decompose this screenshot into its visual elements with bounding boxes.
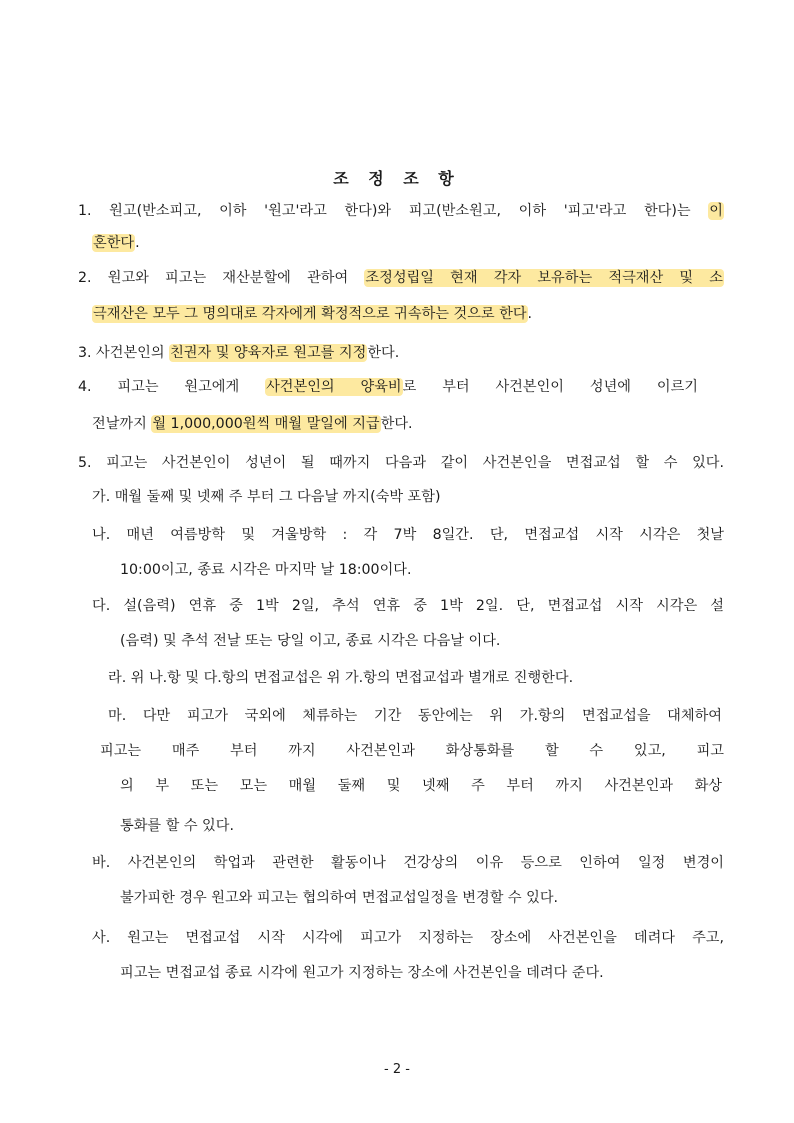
clause-text: 바. 사건본인의 학업과 관련한 활동이나 건강상의 이유 등으로 인하여 일정 변경이 [92,855,724,871]
highlighted-text: 월 1,000,000원씩 매월 말일에 지급 [152,416,380,432]
clause-line [92,233,140,253]
clause-line [78,268,724,288]
highlighted-text: 조정성립일 현재 각자 보유하는 적극재산 및 소 [365,270,723,286]
clause-line [92,525,724,545]
clause-line [120,560,412,580]
clause-text: 라. 위 나.항 및 다.항의 면접교섭은 위 가.항의 면접교섭과 별개로 진행한다. [108,670,574,686]
clause-text: 전날까지 [92,416,152,432]
clause-text: 사. 원고는 면접교섭 시작 시각에 피고가 지정하는 장소에 사건본인을 데려다 주고, [92,930,724,946]
clause-line [78,201,724,221]
clause-text: (음력) 및 추석 전날 또는 당일 이고, 종료 시각은 다음날 이다. [120,633,501,649]
clause-line [92,928,724,948]
clause-line [92,596,724,616]
clause-text: 3. 사건본인의 [78,345,170,361]
clause-text: 불가피한 경우 원고와 피고는 협의하여 면접교섭일정을 변경할 수 있다. [120,890,559,906]
clause-line [92,487,441,507]
clause-text: 한다. [380,416,413,432]
document-title: 조 정 조 항 [333,169,461,188]
clause-line [120,631,500,651]
clause-line [120,816,234,836]
clause-text: 1. 원고(반소피고, 이하 '원고'라고 한다)와 피고(반소원고, 이하 '피고'라고 한다)는 [78,203,709,219]
clause-text: 마. 다만 피고가 국외에 체류하는 기간 동안에는 위 가.항의 면접교섭을 대체하여 [108,708,722,724]
clause-text: 2. 원고와 피고는 재산분할에 관하여 [78,270,365,286]
clause-text: 4. 피고는 원고에게 [78,379,266,395]
clause-line [120,776,722,796]
clause-text: 10:00이고, 종료 시각은 마지막 날 18:00이다. [120,562,412,578]
clause-line [120,888,558,908]
highlighted-text: 혼한다 [93,235,135,251]
clause-text: 피고는 매주 부터 까지 사건본인과 화상통화를 할 수 있고, 피고 [100,743,724,759]
clause-text: 통화를 할 수 있다. [120,818,234,834]
highlighted-text: 친권자 및 양육자로 원고를 지정 [170,345,367,361]
page-number: - 2 - [384,1062,410,1077]
clause-line [78,377,698,397]
clause-line [108,706,722,726]
highlighted-text: 이 [709,203,723,219]
clause-text: 한다. [367,345,400,361]
clause-text: . [135,235,140,251]
clause-text: 의 부 또는 모는 매월 둘째 및 넷째 주 부터 까지 사건본인과 화상 [120,778,722,794]
clause-line [92,414,413,434]
clause-text: 다. 설(음력) 연휴 중 1박 2일, 추석 연휴 중 1박 2일. 단, 면접교섭 시작 시각은 설 [92,598,724,614]
clause-text: 나. 매년 여름방학 및 겨울방학 : 각 7박 8일간. 단, 면접교섭 시작 시각은 첫날 [92,527,724,543]
clause-line [120,963,604,983]
clause-text: 가. 매월 둘째 및 넷째 주 부터 그 다음날 까지(숙박 포함) [92,489,441,505]
clause-line [92,304,532,324]
clause-text: 피고는 면접교섭 종료 시각에 원고가 지정하는 장소에 사건본인을 데려다 준다. [120,965,604,981]
highlighted-text: 극재산은 모두 그 명의대로 각자에게 확정적으로 귀속하는 것으로 한다 [93,306,527,322]
clause-line [78,343,399,363]
clause-text: 5. 피고는 사건본인이 성년이 될 때까지 다음과 같이 사건본인을 면접교섭 할 수 있다. [78,455,724,471]
clause-text: . [527,306,533,322]
clause-text: 로 부터 사건본인이 성년에 이르기 [402,379,698,395]
clause-line [78,453,724,473]
clause-line [100,741,724,761]
clause-line [108,668,573,688]
clause-line [92,853,724,873]
highlighted-text: 사건본인의 양육비 [266,379,402,395]
